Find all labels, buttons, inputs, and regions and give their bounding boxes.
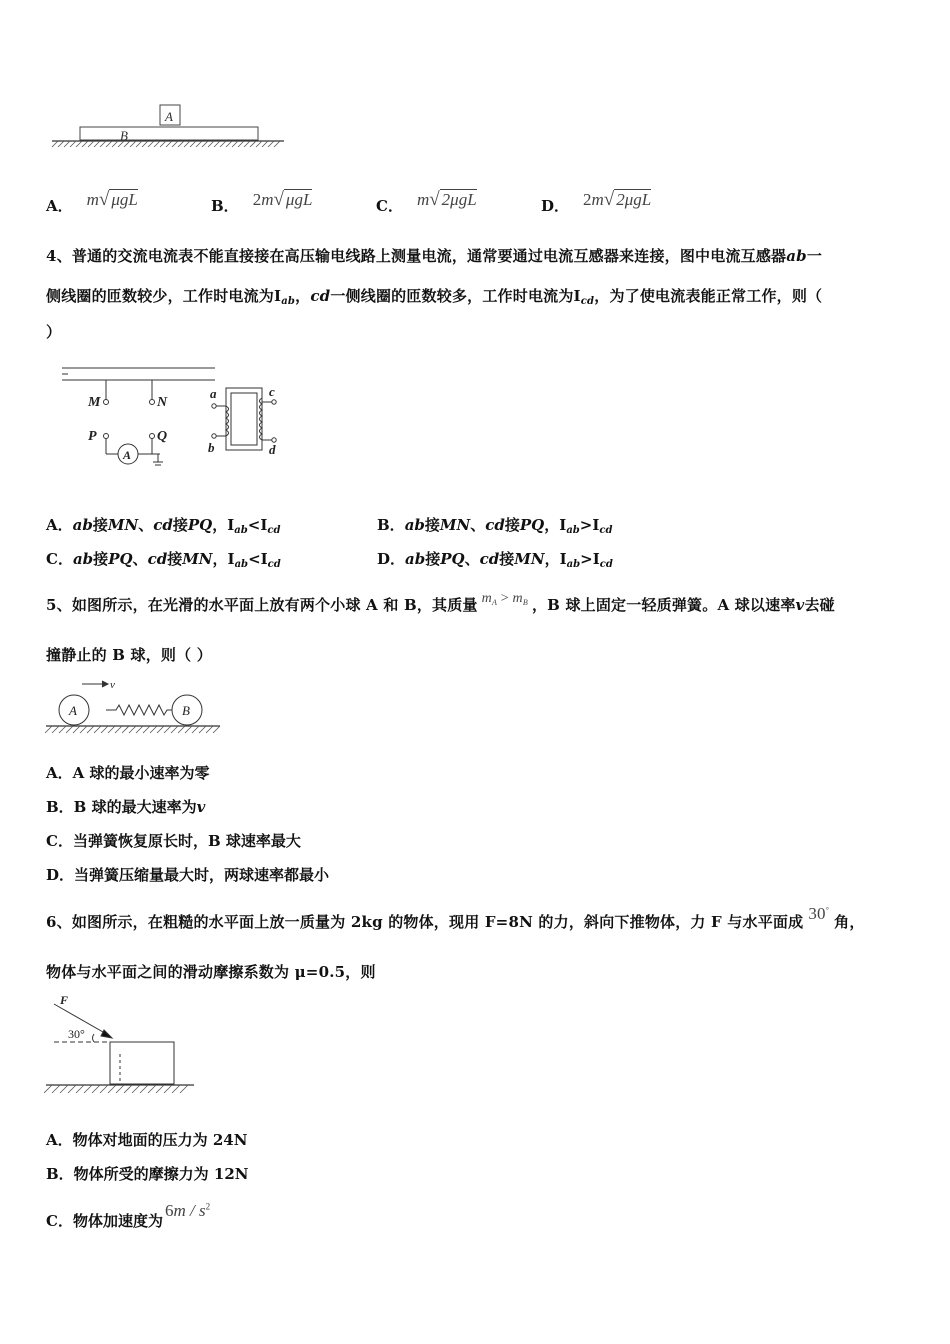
ground-hatch [52,141,280,147]
q5-figure [44,676,224,738]
hatch-mark [157,726,164,733]
hatch-mark [132,1085,140,1093]
hatch-mark [94,141,100,147]
hatch-mark [232,141,238,147]
q6-option-c[interactable]: C．物体加速度为$6m / s^2$ [46,1201,211,1230]
formula: 2m√ μgL [252,189,313,210]
hatch-mark [268,141,274,147]
hatch-mark [124,1085,132,1093]
ammeter-label: A [123,448,132,462]
hatch-mark [140,1085,148,1093]
label-b: b [208,440,215,455]
mass-compare: $m_A > m_B$ [481,591,528,607]
q4-figure [50,362,290,472]
hatch-mark [208,141,214,147]
hatch-mark [87,726,94,733]
hatch-mark [45,726,52,733]
hatch-mark [136,726,143,733]
hatch-mark [60,1085,68,1093]
hatch-mark [44,1085,52,1093]
hatch-mark [59,726,66,733]
hatch-mark [171,726,178,733]
hatch-mark [115,726,122,733]
hatch-mark [202,141,208,147]
formula: m√ 2μgL [416,189,477,210]
q5-line-2: 撞静止的 B 球，则（ ） [46,646,212,664]
hatch-mark [101,726,108,733]
q5-option-d[interactable]: D．当弹簧压缩量最大时，两球速率都最小 [46,866,330,884]
angle-value: 30° [808,904,830,923]
hatch-mark [214,141,220,147]
q3-option-d[interactable] [541,189,652,217]
hatch-mark [116,1085,124,1093]
q5-option-b[interactable]: B．B 球的最大速率为v [46,798,206,816]
acceleration-value: $6m / s^2$ [164,1201,211,1220]
q4-option-b[interactable]: B．ab接MN、cd接PQ，$I_{ab}>I_{cd}$ [377,516,613,536]
hatch-mark [256,141,262,147]
hatch-mark [52,726,59,733]
board-b-label: B [120,128,128,143]
hatch-mark [244,141,250,147]
hatch-mark [164,1085,172,1093]
q4-option-c[interactable]: C．ab接PQ、cd接MN，$I_{ab}<I_{cd}$ [46,550,281,570]
option-letter: C． [376,197,403,215]
hatch-mark [106,141,112,147]
hatch-mark [262,141,268,147]
label-m: M [88,395,101,410]
hatch-mark [80,726,87,733]
label-d: d [269,442,276,457]
hatch-mark [70,141,76,147]
hatch-mark [164,726,171,733]
hatch-mark [52,1085,60,1093]
hatch-mark [172,1085,180,1093]
q5-line-1: 5、如图所示，在光滑的水平面上放有两个小球 A 和 B，其质量 $m_A > m_B$ ，B 球上固定一轻质弹簧。A 球以速率v去碰 [46,591,835,614]
q4-option-d[interactable]: D．ab接PQ、cd接MN，$I_{ab}>I_{cd}$ [377,550,613,570]
velocity-label: v [110,679,115,691]
hatch-mark [92,1085,100,1093]
q3-option-c[interactable] [376,189,477,217]
hatch-mark [196,141,202,147]
hatch-mark [226,141,232,147]
hatch-mark [58,141,64,147]
hatch-mark [66,726,73,733]
spring [106,705,172,715]
hatch-mark [150,726,157,733]
hatch-mark [148,141,154,147]
hatch-mark [148,1085,156,1093]
hatch-mark [166,141,172,147]
hatch-mark [112,141,118,147]
hatch-mark [172,141,178,147]
q3-option-a[interactable] [46,189,138,217]
hatch-mark [136,141,142,147]
hatch-mark [250,141,256,147]
hatch-mark [220,141,226,147]
formula: m√ μgL [86,189,138,210]
q6-option-a[interactable]: A．物体对地面的压力为 24N [46,1131,248,1149]
label-n: N [157,395,168,410]
hatch-mark [88,141,94,147]
q4-line-2: 侧线圈的匝数较少，工作时电流为$I_{ab}$，cd一侧线圈的匝数较多，工作时电流为$I_{cd}$，为了使电流表能正常工作，则（ [46,287,823,307]
hatch-mark [154,141,160,147]
hatch-mark [206,726,213,733]
hatch-mark [178,726,185,733]
q4-line-3: ） [46,323,62,341]
q6-line-2: 物体与水平面之间的滑动摩擦系数为 μ=0.5，则 [46,963,376,981]
force-label: F [60,994,69,1007]
hatch-mark [156,1085,164,1093]
hatch-mark [76,141,82,147]
hatch-mark [73,726,80,733]
q5-option-a[interactable]: A．A 球的最小速率为零 [46,764,210,782]
hatch-mark [190,141,196,147]
hatch-mark [143,726,150,733]
hatch-mark [178,141,184,147]
hatch-mark [108,726,115,733]
hatch-mark [82,141,88,147]
q5-option-c[interactable]: C．当弹簧恢复原长时，B 球速率最大 [46,832,301,850]
formula: 2m√ 2μgL [583,189,652,210]
q3-option-b[interactable] [211,189,313,217]
q6-figure [44,994,204,1098]
q6-option-b[interactable]: B．物体所受的摩擦力为 12N [46,1165,249,1183]
board-b [80,127,258,140]
q3-figure [48,100,288,152]
hatch-mark [64,141,70,147]
hatch-mark [160,141,166,147]
label-p: P [88,429,97,444]
hatch-mark [76,1085,84,1093]
hatch-mark [68,1085,76,1093]
hatch-mark [180,1085,188,1093]
hatch-mark [94,726,101,733]
q4-line-1: 4、普通的交流电流表不能直接接在高压输电线路上测量电流，通常要通过电流互感器来连接，图中电流互感器ab一 [46,247,823,265]
q6-line-1: 6、如图所示，在粗糙的水平面上放一质量为 2kg 的物体，现用 F=8N 的力，斜向下推物体，力 F 与水平面成 30°角， [46,904,865,931]
option-letter: A． [46,197,73,215]
ball-b-label: B [182,703,190,718]
hatch-mark [100,1085,108,1093]
ball-a-label: A [69,703,77,718]
label-a: a [210,386,217,401]
hatch-mark [213,726,220,733]
hatch-mark [129,726,136,733]
hatch-mark [185,726,192,733]
hatch-mark [199,726,206,733]
option-letter: D． [541,197,570,215]
hatch-mark [84,1085,92,1093]
hatch-mark [142,141,148,147]
hatch-mark [192,726,199,733]
hatch-mark [52,141,58,147]
ground-hatch [45,726,220,733]
hatch-mark [122,726,129,733]
option-letter: B． [211,197,239,215]
hatch-mark [274,141,280,147]
hatch-mark [100,141,106,147]
q4-option-a[interactable]: A．ab接MN、cd接PQ，$I_{ab}<I_{cd}$ [46,516,281,536]
label-c: c [269,384,275,399]
ground-hatch [44,1085,188,1093]
hatch-mark [238,141,244,147]
label-q: Q [157,429,168,444]
angle-label: 30° [68,1027,85,1041]
hatch-mark [184,141,190,147]
block-a-label: A [165,109,173,124]
hatch-mark [108,1085,116,1093]
hatch-mark [130,141,136,147]
